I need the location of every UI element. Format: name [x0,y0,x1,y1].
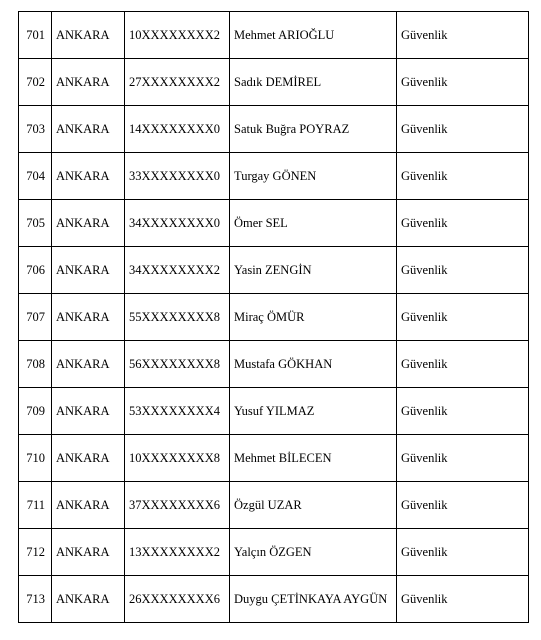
row-number-cell: 713 [19,576,52,623]
table-row [19,529,529,576]
row-number-cell: 703 [19,106,52,153]
row-number-cell: 707 [19,294,52,341]
city-cell: ANKARA [52,153,125,200]
id-number-cell: 14XXXXXXXX0 [125,106,230,153]
table-row [19,200,529,247]
id-number-cell: 37XXXXXXXX6 [125,482,230,529]
id-number-cell: 56XXXXXXXX8 [125,341,230,388]
row-number-cell: 704 [19,153,52,200]
city-cell: ANKARA [52,529,125,576]
department-cell: Güvenlik [397,576,529,623]
table-row [19,247,529,294]
city-cell: ANKARA [52,247,125,294]
table-row [19,482,529,529]
department-cell: Güvenlik [397,153,529,200]
person-name-cell: Turgay GÖNEN [230,153,397,200]
department-cell: Güvenlik [397,200,529,247]
id-number-cell: 26XXXXXXXX6 [125,576,230,623]
person-name-cell: Sadık DEMİREL [230,59,397,106]
person-name-cell: Ömer SEL [230,200,397,247]
id-number-cell: 27XXXXXXXX2 [125,59,230,106]
department-cell: Güvenlik [397,482,529,529]
table-row [19,576,529,623]
table-row [19,435,529,482]
city-cell: ANKARA [52,435,125,482]
id-number-cell: 55XXXXXXXX8 [125,294,230,341]
id-number-cell: 34XXXXXXXX2 [125,247,230,294]
table-row [19,153,529,200]
id-number-cell: 34XXXXXXXX0 [125,200,230,247]
id-number-cell: 53XXXXXXXX4 [125,388,230,435]
id-number-cell: 10XXXXXXXX8 [125,435,230,482]
table-row [19,294,529,341]
row-number-cell: 702 [19,59,52,106]
table-row [19,388,529,435]
person-name-cell: Duygu ÇETİNKAYA AYGÜN [230,576,397,623]
row-number-cell: 710 [19,435,52,482]
city-cell: ANKARA [52,388,125,435]
id-number-cell: 33XXXXXXXX0 [125,153,230,200]
document-page [18,11,528,623]
department-cell: Güvenlik [397,294,529,341]
table-row [19,12,529,59]
department-cell: Güvenlik [397,388,529,435]
person-name-cell: Mustafa GÖKHAN [230,341,397,388]
city-cell: ANKARA [52,12,125,59]
city-cell: ANKARA [52,106,125,153]
city-cell: ANKARA [52,576,125,623]
department-cell: Güvenlik [397,106,529,153]
person-name-cell: Yalçın ÖZGEN [230,529,397,576]
row-number-cell: 708 [19,341,52,388]
department-cell: Güvenlik [397,435,529,482]
department-cell: Güvenlik [397,59,529,106]
city-cell: ANKARA [52,59,125,106]
row-number-cell: 701 [19,12,52,59]
id-number-cell: 13XXXXXXXX2 [125,529,230,576]
table-row [19,106,529,153]
person-name-cell: Özgül UZAR [230,482,397,529]
row-number-cell: 711 [19,482,52,529]
table-row [19,341,529,388]
department-cell: Güvenlik [397,529,529,576]
department-cell: Güvenlik [397,341,529,388]
city-cell: ANKARA [52,482,125,529]
personnel-table [18,11,529,623]
row-number-cell: 712 [19,529,52,576]
person-name-cell: Mehmet BİLECEN [230,435,397,482]
city-cell: ANKARA [52,200,125,247]
person-name-cell: Yasin ZENGİN [230,247,397,294]
row-number-cell: 705 [19,200,52,247]
city-cell: ANKARA [52,341,125,388]
city-cell: ANKARA [52,294,125,341]
department-cell: Güvenlik [397,12,529,59]
id-number-cell: 10XXXXXXXX2 [125,12,230,59]
table-row [19,59,529,106]
personnel-table-body [19,12,529,623]
person-name-cell: Satuk Buğra POYRAZ [230,106,397,153]
row-number-cell: 709 [19,388,52,435]
person-name-cell: Mehmet ARIOĞLU [230,12,397,59]
person-name-cell: Miraç ÖMÜR [230,294,397,341]
department-cell: Güvenlik [397,247,529,294]
row-number-cell: 706 [19,247,52,294]
person-name-cell: Yusuf YILMAZ [230,388,397,435]
